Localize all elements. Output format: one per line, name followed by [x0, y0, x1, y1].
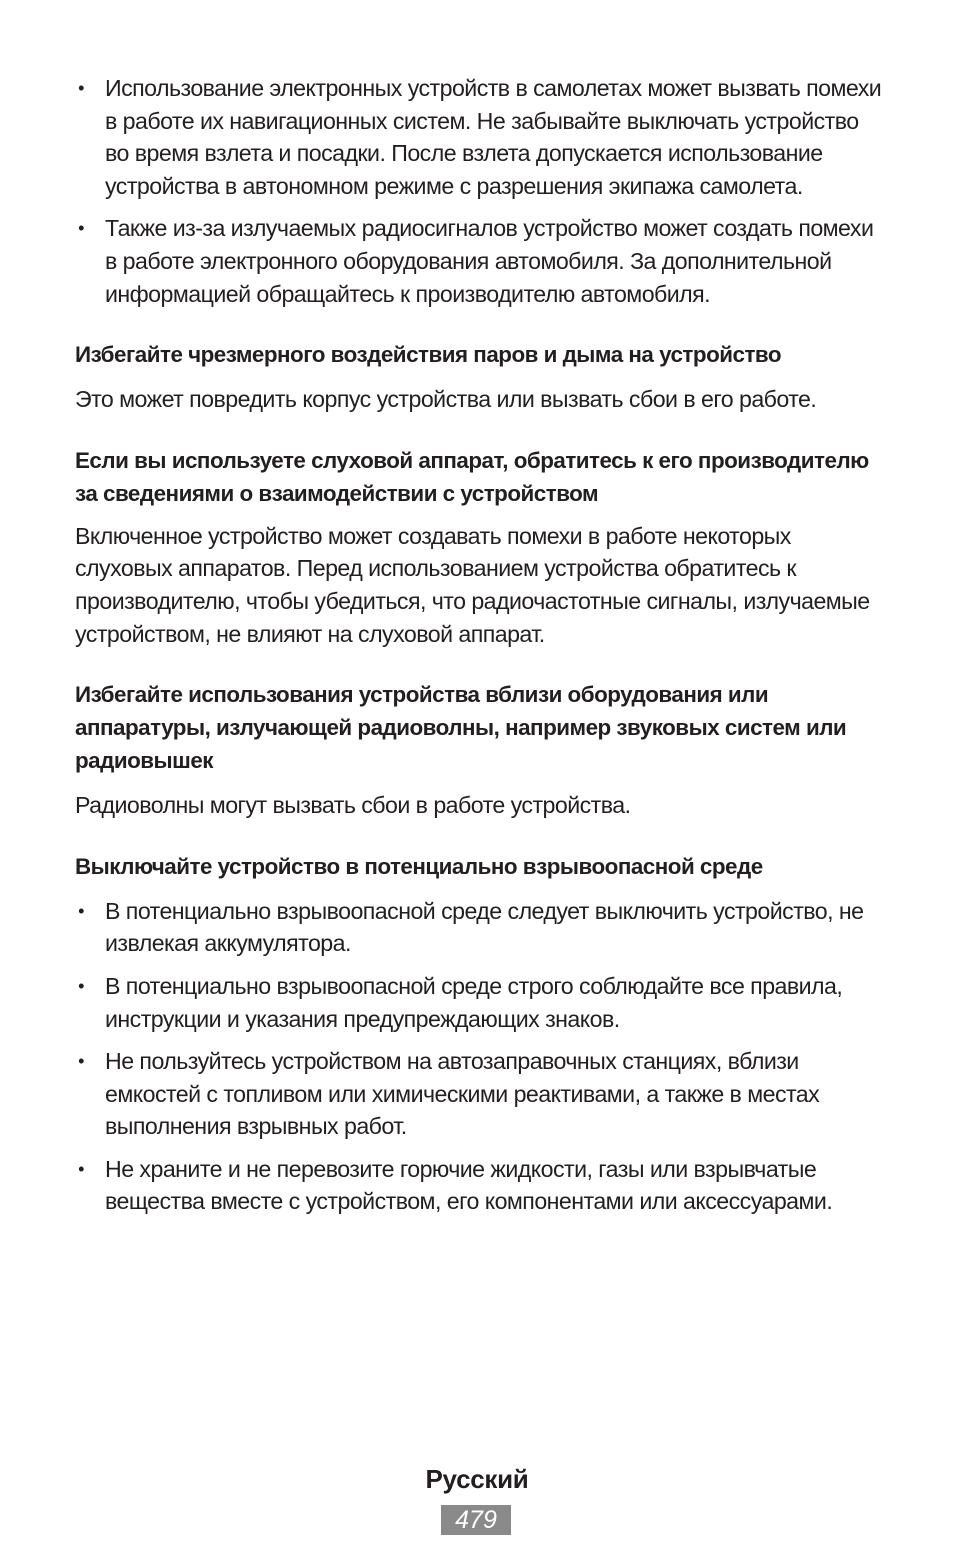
bullet-text: В потенциально взрывоопасной среде следует выключить устройство, не извлекая аккумулятора. [105, 897, 864, 957]
section-paragraph: Радиоволны могут вызвать сбои в работе устройства. [75, 792, 631, 819]
bullet-text: Не храните и не перевозите горючие жидкости, газы или взрывчатые вещества вместе с устройством, его компонентами или аксессуарами. [105, 1155, 833, 1215]
section-vapors [75, 338, 885, 416]
footer-language: Русский [425, 1464, 529, 1494]
list-item [75, 212, 885, 310]
bullet-marker: • [78, 1158, 84, 1179]
section-heading: Выключайте устройство в потенциально взрывоопасной среде [75, 853, 763, 879]
bullet-text: Также из-за излучаемых радиосигналов устройство может создать помехи в работе электронного оборудования автомобиля. За дополнительной информацией обращайтесь к производителю автомобиля. [105, 215, 874, 307]
document-page [75, 72, 885, 1218]
section-heading: Избегайте использования устройства вблизи оборудования или аппаратуры, излучающей радиоволны, например звуковых систем или радиовышек [75, 682, 847, 774]
bullet-marker: • [78, 218, 84, 239]
section-paragraph: Это может повредить корпус устройства или вызвать сбои в его работе. [75, 386, 817, 413]
bullet-marker: • [78, 1051, 84, 1072]
bullet-marker: • [78, 975, 84, 996]
section-paragraph: Включенное устройство может создавать помехи в работе некоторых слуховых аппаратов. Перед использованием устройства обратитесь к производителю, чтобы убедиться, что радиочастотные сигналы, излучаемые устройством, не влияют на слуховой аппарат. [75, 522, 870, 647]
explosive-bullet-list [75, 895, 885, 1218]
bullet-text: Использование электронных устройств в самолетах может вызвать помехи в работе их навигационных систем. Не забывайте выключать устройство во время взлета и посадки. После взлета допускается использование устройства в автономном режиме с разрешения экипажа самолета. [105, 75, 882, 199]
list-item [75, 1153, 885, 1218]
intro-bullet-list [75, 72, 885, 310]
list-item [75, 72, 885, 202]
list-item [75, 895, 885, 960]
list-item [75, 970, 885, 1035]
section-heading: Если вы используете слуховой аппарат, обратитесь к его производителю за сведениями о взаимодействии с устройством [75, 447, 869, 506]
section-hearing-aid [75, 444, 885, 650]
bullet-marker: • [78, 900, 84, 921]
bullet-text: Не пользуйтесь устройством на автозаправочных станциях, вблизи емкостей с топливом или химическими реактивами, а также в местах выполнения взрывных работ. [105, 1048, 820, 1140]
bullet-marker: • [78, 78, 84, 98]
section-heading: Избегайте чрезмерного воздействия паров и дыма на устройство [75, 342, 782, 368]
list-item [75, 1045, 885, 1143]
section-explosive-environment [75, 850, 885, 1218]
page-number-badge: 479 [441, 1505, 511, 1535]
bullet-text: В потенциально взрывоопасной среде строго соблюдайте все правила, инструкции и указания предупреждающих знаков. [105, 972, 843, 1032]
section-radio-equipment [75, 678, 885, 822]
